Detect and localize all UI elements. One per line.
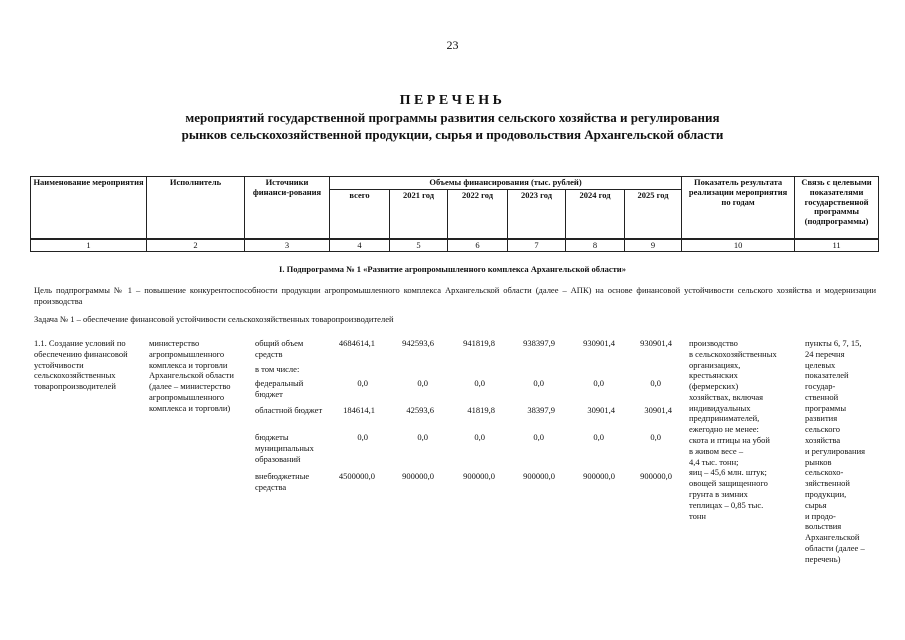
- amount-cell: 938397,9: [523, 338, 555, 348]
- amount-cell: 0,0: [593, 378, 604, 388]
- header-sources: Источники финанси-рования: [245, 177, 330, 240]
- amount-cell: 900000,0: [402, 471, 434, 481]
- link-line: сельского: [805, 424, 841, 435]
- link-line: 24 перечня: [805, 348, 845, 359]
- link-line: сырья: [805, 499, 827, 510]
- link-line: Архангельской: [805, 532, 860, 543]
- amount-cell: 38397,9: [527, 405, 555, 415]
- header-2023: 2023 год: [508, 189, 566, 239]
- amount-cell: 900000,0: [523, 471, 555, 481]
- amount-cell: 900000,0: [583, 471, 615, 481]
- header-funding-group: Объемы финансирования (тыс. рублей): [330, 177, 682, 190]
- subprogram-task: Задача № 1 – обеспечение финансовой устойчивости сельскохозяйственных товаропроизводителей: [34, 314, 394, 324]
- col-number: 8: [566, 239, 625, 252]
- header-2022: 2022 год: [448, 189, 508, 239]
- section-title: I. Подпрограмма № 1 «Развитие агропромышленного комплекса Архангельской области»: [279, 264, 626, 274]
- link-line: развития: [805, 413, 838, 424]
- executor-cell: министерство агропромышленного комплекса и торговли Архангельской области (далее – министерство агропромышленного комплекса и торговли): [149, 338, 234, 413]
- header-2024: 2024 год: [566, 189, 625, 239]
- source-label: областной бюджет: [255, 405, 323, 415]
- amount-cell: 930901,4: [640, 338, 672, 348]
- link-line: сельскохо-: [805, 467, 844, 478]
- amount-cell: 0,0: [417, 378, 428, 388]
- indicator-line: яиц – 45,6 млн. штук;: [689, 467, 767, 478]
- amount-cell: 941819,8: [463, 338, 495, 348]
- source-label: в том числе:: [255, 364, 300, 374]
- amount-cell: 0,0: [650, 378, 661, 388]
- indicator-cell: [689, 338, 797, 521]
- link-line: пункты 6, 7, 15,: [805, 338, 862, 348]
- source-label: общий объем средств: [255, 338, 304, 359]
- measure-name-cell: 1.1. Создание условий по обеспечению финансовой устойчивости сельскохозяйственных товаропроизводителей: [34, 338, 128, 392]
- header-link: Связь с целевыми показателями государственной программы (подпрограммы): [795, 177, 879, 240]
- indicator-line: крестьянских: [689, 370, 738, 381]
- amount-cell: 30901,4: [587, 405, 615, 415]
- amount-cell: 0,0: [357, 432, 368, 442]
- col-number: 7: [508, 239, 566, 252]
- indicator-line: овощей защищенного: [689, 478, 768, 489]
- link-line: целевых: [805, 359, 836, 370]
- page-number: 23: [446, 38, 459, 52]
- link-line: продукции,: [805, 488, 847, 499]
- indicator-line: предпринимателей,: [689, 413, 760, 424]
- col-number: 3: [245, 239, 330, 252]
- link-line: зяйственной: [805, 478, 850, 489]
- amount-cell: 184614,1: [343, 405, 375, 415]
- link-line: и продо-: [805, 510, 836, 521]
- amount-cell: 4684614,1: [338, 338, 375, 348]
- header-measure-name: Наименование мероприятия: [31, 177, 147, 240]
- header-indicator: Показатель результата реализации мероприятия по годам: [682, 177, 795, 240]
- source-label: бюджеты муниципальных образований: [255, 432, 314, 464]
- indicator-line: производство: [689, 338, 738, 348]
- col-number: 9: [625, 239, 682, 252]
- col-number: 11: [795, 239, 879, 252]
- link-line: ственной: [805, 391, 839, 402]
- col-number: 6: [448, 239, 508, 252]
- document-subtitle-line1: мероприятий государственной программы развития сельского хозяйства и регулирования: [185, 110, 720, 125]
- document-subtitle-line2: рынков сельскохозяйственной продукции, сырья и продовольствия Архангельской области: [181, 127, 724, 142]
- amount-cell: 0,0: [474, 378, 485, 388]
- amount-cell: 0,0: [533, 432, 544, 442]
- link-line: и регулирования: [805, 445, 866, 456]
- header-table: [30, 176, 879, 252]
- header-2021: 2021 год: [390, 189, 448, 239]
- subprogram-goal: Цель подпрограммы № 1 – повышение конкурентоспособности продукции агропромышленного комплекса Архангельской области (далее – АПК) на основе финансовой устойчивости сельского хозяйства и модернизации производства: [34, 285, 876, 306]
- indicator-line: индивидуальных: [689, 402, 751, 413]
- link-line: хозяйства: [805, 435, 841, 446]
- indicator-line: 4,4 тыс. тонн;: [689, 456, 739, 467]
- source-label: федеральный бюджет: [255, 378, 304, 399]
- link-line: показателей: [805, 370, 849, 381]
- col-number: 10: [682, 239, 795, 252]
- indicator-line: организациях,: [689, 359, 741, 370]
- col-number: 2: [147, 239, 245, 252]
- header-total: всего: [330, 189, 390, 239]
- link-line: рынков: [805, 456, 832, 467]
- indicator-line: хозяйствах, включая: [689, 391, 764, 402]
- indicator-line: в живом весе –: [689, 445, 744, 456]
- amount-cell: 0,0: [533, 378, 544, 388]
- amount-cell: 0,0: [650, 432, 661, 442]
- amount-cell: 41819,8: [467, 405, 495, 415]
- link-line: области (далее –: [805, 542, 865, 553]
- amount-cell: 900000,0: [640, 471, 672, 481]
- link-line: программы: [805, 402, 847, 413]
- amount-cell: 4500000,0: [338, 471, 375, 481]
- amount-cell: 0,0: [357, 378, 368, 388]
- indicator-line: тонн: [689, 510, 706, 521]
- amount-cell: 0,0: [417, 432, 428, 442]
- amount-cell: 930901,4: [583, 338, 615, 348]
- document-title: ПЕРЕЧЕНЬ: [399, 93, 506, 108]
- link-line: перечень): [805, 553, 841, 564]
- indicator-line: скота и птицы на убой: [689, 435, 770, 446]
- amount-cell: 42593,6: [406, 405, 434, 415]
- indicator-line: (фермерских): [689, 381, 739, 392]
- source-label: внебюджетные средства: [255, 471, 310, 492]
- header-executor: Исполнитель: [147, 177, 245, 240]
- amount-cell: 900000,0: [463, 471, 495, 481]
- amount-cell: 942593,6: [402, 338, 434, 348]
- indicator-line: ежегодно не менее:: [689, 424, 759, 435]
- amount-cell: 0,0: [593, 432, 604, 442]
- col-number: 1: [31, 239, 147, 252]
- link-line: вольствия: [805, 521, 842, 532]
- indicator-line: в сельскохозяйственных: [689, 348, 777, 359]
- amount-cell: 30901,4: [644, 405, 672, 415]
- link-cell: [805, 338, 879, 564]
- indicator-line: теплицах – 0,85 тыс.: [689, 499, 764, 510]
- header-2025: 2025 год: [625, 189, 682, 239]
- amount-cell: 0,0: [474, 432, 485, 442]
- indicator-line: грунта в зимних: [689, 488, 748, 499]
- col-number: 5: [390, 239, 448, 252]
- col-number: 4: [330, 239, 390, 252]
- link-line: государ-: [805, 381, 836, 392]
